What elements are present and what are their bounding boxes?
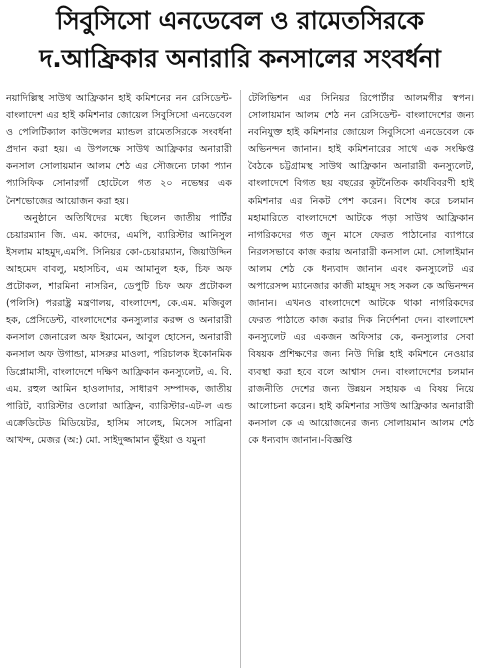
article-column-left xyxy=(6,90,232,668)
headline-line-1: সিবুসিসো এনডেবেল ও রামেতসিরকে xyxy=(56,6,424,35)
article-paragraph: অনুষ্ঠানে অতিথিদের মধ্যে ছিলেন জাতীয় পার্টির চেয়ারম্যান জি. এম. কাদের, এমপি, ব্যারিস্টার আনিসুল ইসলাম মাহমুদ,এমপি. সিনিয়র কো-চেয়ারম্যান, জিয়াউদ্দিন আহমেদ বাবলু, মহাসচিব, এম আমানুল হক, চিফ অফ প্রটোকল, শারমিনা নাসরিন, ডেপুটি চিফ অফ প্রটোকল (পলিসি) পররাষ্ট্র মন্ত্রণালয়, বাংলাদেশ, কে.এম. মজিবুল হক, প্রেসিডেন্ট, বাংলাদেশের কনস্যুলার করপ্স ও অনারারী কনসাল জেনারেল অফ ইয়ামেন, আবুল হোসেন, অনারারী কনসাল অফ উগান্ডা, মাসরুর মাওলা, পরিচালক ইকোনমিক ডিপ্লোমাসী, বাংলাদেশে দক্ষিণ আফ্রিকান কনস্যুলেট, এ. বি. এম. রহুল আমিন হাওলাদার, সাধারণ সম্পাদক, জাতীয় পারিট, ব্যারিস্টার ওলোরা আফ্রিন, ব্যারিস্টার-এট-ল এন্ড এক্রেডিটেড মিডিয়েটর, হাসিম সালেহ, মিসেস সাব্রিনা আখন্দ, মেজর (অ:) মো. সাইদুজ্জামান ভুঁইয়া ও যমুনা xyxy=(6,212,232,446)
article-column-right xyxy=(248,90,474,668)
article-paragraph: নয়াদিল্লিস্থ সাউথ আফ্রিকান হাই কমিশনের নন রেসিডেন্ট-বাংলাদেশ এর হাই কমিশনার জোয়েল সিবুসিসো এনডেবেল ও পেলিটিক্যাল কাউন্সেলর ম্যান্ডল রামেতসিরকে সংবর্ধনা প্রদান করা হয়। এ উপলক্ষে সাউথ আফ্রিকার অনারারী কনসাল সোলায়মান আলম শেঠ এর সৌজন্যে ঢাকা প্যান প্যাসিফিক সোনারগাঁ হোটেলে গত ২০ নভেম্বর এক নৈশভোজের আয়োজন করা হয়। xyxy=(6,93,232,207)
column-divider xyxy=(240,90,241,668)
headline-line-2: দ.আফ্রিকার অনারারি কনসালের সংবর্ধনা xyxy=(39,44,441,73)
article-body xyxy=(6,90,474,668)
article-paragraph: টেলিভিশন এর সিনিয়র রিপোর্টার আলমগীর স্বপন। সোলায়মান আলম শেঠ নন রেসিডেন্ট- বাংলাদেশের জন্য নবনিযুক্ত হাই কমিশনার জোয়েল সিবুসিসো এনডেবেল কে অভিনন্দন জানান। হাই কমিশনারের সাথে এক সংক্ষিপ্ত বৈঠকে চট্টগ্রামস্থ সাউথ আফ্রিকান অনারারী কনস্যুলেট, বাংলাদেশে বিগত ছয় বছরের কূটনৈতিক কার্যবিবরণী হাই কমিশনার এর নিকট পেশ করেন। বিশেষ করে চলমান মহামারিতে বাংলাদেশে আটকে পড়া সাউথ আফ্রিকান নাগরিকদের গত জুন মাসে ফেরত পাঠানোর ব্যাপারে নিরলসভাবে কাজ করায় অনারারী কনসাল মো. সোলাইমান আলম শেঠ কে ধন্যবাদ জানান এবং কনস্যুলেট এর অপারেসন্স ম্যানেজার কাজী মাহমুদ সহ সকল কে অভিনন্দন জানান। এখনও বাংলাদেশে আটকে থাকা নাগরিকদের ফেরত পাঠাতে কাজ করার দিক নির্দেশনা দেন। বাংলাদেশ কনস্যুলেট এর একজন অফিসার কে, কনস্যুলার সেবা বিষয়ক প্রশিক্ষণের জন্য নিউ দিল্লি হাই কমিশনে নেওয়ার ব্যবস্থা করা হবে বলে আশ্বাস দেন। বাংলাদেশের চলমান রাজনীতি দেশের জন্য উন্নয়ন সহায়ক এ বিষয় নিয়ে আলোচনা করেন। হাই কমিশনার সাউথ আফ্রিকার অনারারী কনসাল কে এ আয়োজনের জন্য সোলায়মান আলম শেঠ কে ধন্যবাদ জানান।-বিজ্ঞপ্তি xyxy=(248,93,474,446)
